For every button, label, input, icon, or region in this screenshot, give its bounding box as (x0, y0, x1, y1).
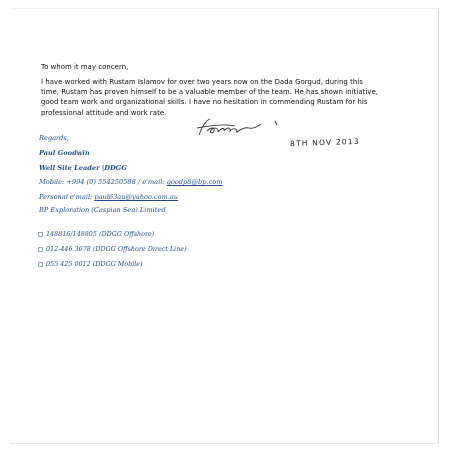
phone-number: 012-446 3678 (DDGG Offshore Direct Line) (46, 245, 187, 253)
closing: Regards, (39, 134, 69, 142)
signer-title: Well Site Leader |DDGG (39, 164, 127, 172)
letter-body (41, 77, 421, 118)
mobile-line (39, 177, 223, 187)
body-line: good team work and organizational skills. I have no hesitation in commending Rustam for his (41, 98, 368, 107)
body-line: I have worked with Rustam Islamov for over two years now on the Dada Gorgud, during this (41, 78, 363, 86)
phone-line (38, 260, 143, 268)
phone-icon (38, 262, 43, 267)
body-line: professional attitude and work rate. (41, 108, 167, 117)
salutation: To whom it may concern, (41, 63, 129, 71)
personal-email-link[interactable]: paul63au@yahoo.com.au (94, 193, 179, 201)
company-name: BP Exploration (Caspian Sea) Limited (39, 206, 166, 214)
phone-icon (38, 247, 43, 252)
page-border (10, 8, 439, 444)
body-line: time, Rustam has proven himself to be a valuable member of the team. He has shown initiative, (41, 88, 378, 97)
phone-number: 055 425 0012 (DDGG Mobile) (46, 260, 143, 268)
handwritten-date: 8TH NOV 2013 (289, 136, 360, 149)
mobile-label: Mobile: +994 (0) 554250588 / e'mail: (39, 178, 167, 186)
phone-line (38, 245, 187, 253)
handwritten-signature (193, 115, 293, 141)
phone-icon (38, 232, 43, 237)
personal-email-line (39, 192, 178, 202)
signer-name: Paul Goodwin (39, 149, 90, 157)
phone-line (38, 230, 154, 238)
phone-number: 148816/148805 (DDGG Offshore) (46, 230, 155, 238)
personal-email-label: Personal e'mail: (39, 193, 95, 201)
work-email-link[interactable]: goodp8@bp.com (166, 178, 223, 186)
